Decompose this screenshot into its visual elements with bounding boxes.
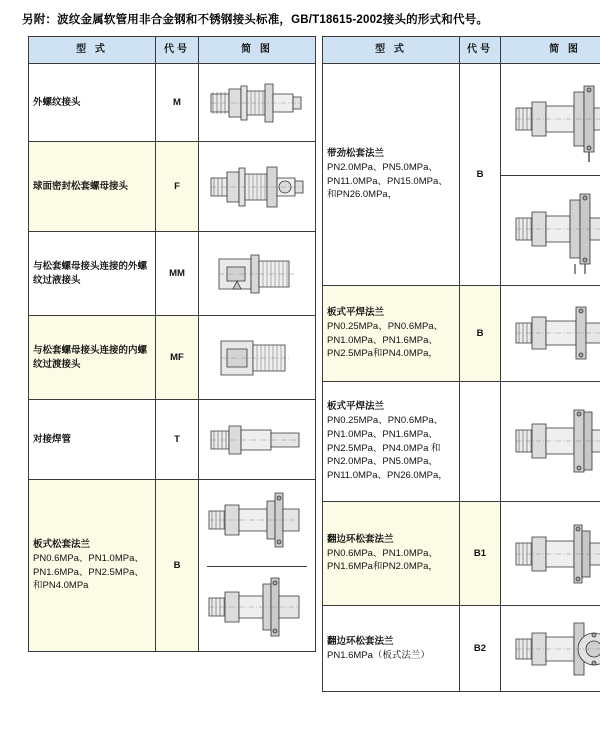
internal-thread-transition-figure <box>203 327 311 389</box>
table-header-row <box>29 37 316 64</box>
table-row <box>29 316 316 400</box>
row-figure-cell <box>501 606 600 692</box>
type-detail-lines <box>327 161 455 202</box>
threaded-male-connector-figure <box>203 72 311 134</box>
header-code: 代号 <box>460 37 501 64</box>
type-detail-line: PN11.0MPa、PN26.0MPa， <box>327 470 448 482</box>
ribbed-loose-flange-figure-2 <box>505 184 600 278</box>
type-detail-line: 和PN4.0MPa <box>33 580 89 592</box>
row-code-cell: F <box>156 142 199 232</box>
row-type-cell <box>29 232 156 316</box>
header-type: 型 式 <box>323 37 460 64</box>
type-detail-line: PN11.0MPa、PN15.0MPa、 <box>327 175 448 187</box>
type-detail-line: PN0.25MPa、PN0.6MPa、 <box>327 415 444 427</box>
row-code-cell: M <box>156 64 199 142</box>
type-detail-line: PN1.6MPa、PN2.5MPa、 <box>33 566 144 578</box>
type-title: 外螺纹接头 <box>33 96 81 108</box>
header-code: 代号 <box>156 37 199 64</box>
row-type-cell <box>323 286 460 382</box>
type-detail-lines <box>33 552 151 593</box>
type-title: 板式松套法兰 <box>33 539 91 551</box>
row-code-cell: B <box>460 64 501 286</box>
type-title: 板式平焊法兰 <box>327 307 385 319</box>
row-type-cell <box>323 64 460 286</box>
spherical-seal-union-nut-figure <box>203 154 311 220</box>
table-row <box>323 502 600 606</box>
row-type-cell <box>323 606 460 692</box>
external-thread-transition-figure <box>203 243 311 305</box>
row-code-cell: MF <box>156 316 199 400</box>
row-code-cell: B <box>156 480 199 652</box>
type-title: 带劲松套法兰 <box>327 148 385 160</box>
table-row <box>323 382 600 502</box>
type-detail-line: PN1.6MPa和PN2.0MPa， <box>327 561 438 573</box>
row-type-cell <box>29 316 156 400</box>
row-code-cell: T <box>156 400 199 480</box>
table-row <box>29 232 316 316</box>
row-figure-cell <box>199 232 316 316</box>
plate-flat-welding-flange-figure-1 <box>505 291 600 377</box>
table-header-row <box>323 37 600 64</box>
table-row <box>29 142 316 232</box>
header-figure: 简 图 <box>199 37 316 64</box>
plate-loose-flange-figure <box>203 483 311 648</box>
lap-joint-flange-figure-2 <box>505 611 600 687</box>
row-figure-cell <box>199 316 316 400</box>
type-detail-line: PN1.6MPa（板式法兰） <box>327 649 430 661</box>
type-detail-lines <box>327 649 455 663</box>
row-type-cell <box>29 400 156 480</box>
lap-joint-flange-figure-1 <box>505 509 600 599</box>
row-type-cell <box>323 502 460 606</box>
type-detail-line: 和PN26.0MPa， <box>327 189 398 201</box>
table-row <box>29 64 316 142</box>
type-title: 板式平焊法兰 <box>327 401 385 413</box>
type-title: 与松套螺母接头连接的内螺纹过渡接头 <box>33 344 148 370</box>
type-title: 翻边环松套法兰 <box>327 635 394 647</box>
type-detail-line: PN2.0MPa、PN5.0MPa、 <box>327 161 438 173</box>
row-type-cell <box>29 480 156 652</box>
row-code-cell <box>460 382 501 502</box>
table-row <box>29 480 316 652</box>
row-type-cell <box>323 382 460 502</box>
type-detail-lines <box>327 320 455 361</box>
type-detail-line: PN1.0MPa、PN1.6MPa、 <box>327 334 438 346</box>
row-code-cell: B2 <box>460 606 501 692</box>
type-detail-line: PN2.5MPa和PN4.0MPa， <box>327 348 438 360</box>
row-figure-cell <box>501 382 600 502</box>
type-detail-line: PN1.0MPa、PN1.6MPa、 <box>327 428 438 440</box>
row-type-cell <box>29 64 156 142</box>
left-spec-table <box>28 36 316 652</box>
type-detail-lines <box>327 547 455 575</box>
row-figure-cell <box>199 400 316 480</box>
header-type: 型 式 <box>29 37 156 64</box>
row-figure-cell <box>501 502 600 606</box>
type-detail-lines <box>327 414 455 483</box>
type-detail-line: PN2.0MPa、PN5.0MPa、 <box>327 456 438 468</box>
type-detail-line: PN0.25MPa、PN0.6MPa、 <box>327 320 444 332</box>
row-figure-cell <box>501 286 600 382</box>
type-detail-line: PN2.5MPa、PN4.0MPa 和 <box>327 442 441 454</box>
butt-weld-pipe-figure <box>203 411 311 469</box>
ribbed-loose-flange-figure-1 <box>505 72 600 168</box>
row-figure-cell <box>199 142 316 232</box>
table-row <box>323 286 600 382</box>
row-figure-cell <box>501 176 600 286</box>
table-row <box>323 64 600 176</box>
type-detail-line: PN0.6MPa、PN1.0MPa、 <box>33 552 144 564</box>
type-title: 翻边环松套法兰 <box>327 533 394 545</box>
header-figure: 简 图 <box>501 37 600 64</box>
row-code-cell: B1 <box>460 502 501 606</box>
plate-flat-welding-flange-figure-2 <box>505 392 600 492</box>
row-figure-cell <box>501 64 600 176</box>
table-row <box>29 400 316 480</box>
row-figure-cell <box>199 64 316 142</box>
row-code-cell: MM <box>156 232 199 316</box>
row-code-cell: B <box>460 286 501 382</box>
type-detail-line: PN0.6MPa、PN1.0MPa、 <box>327 547 438 559</box>
row-type-cell <box>29 142 156 232</box>
row-figure-cell <box>199 480 316 652</box>
table-row <box>323 606 600 692</box>
tables-container <box>0 36 600 692</box>
right-spec-table <box>322 36 600 692</box>
type-title: 与松套螺母接头连接的外螺纹过液接头 <box>33 260 148 286</box>
page-title: 另附：波纹金属软管用非合金钢和不锈钢接头标准，GB/T18615-2002接头的形式和代号。 <box>22 14 489 26</box>
type-title: 对接焊管 <box>33 433 72 445</box>
type-title: 球面密封松套螺母接头 <box>33 180 129 192</box>
